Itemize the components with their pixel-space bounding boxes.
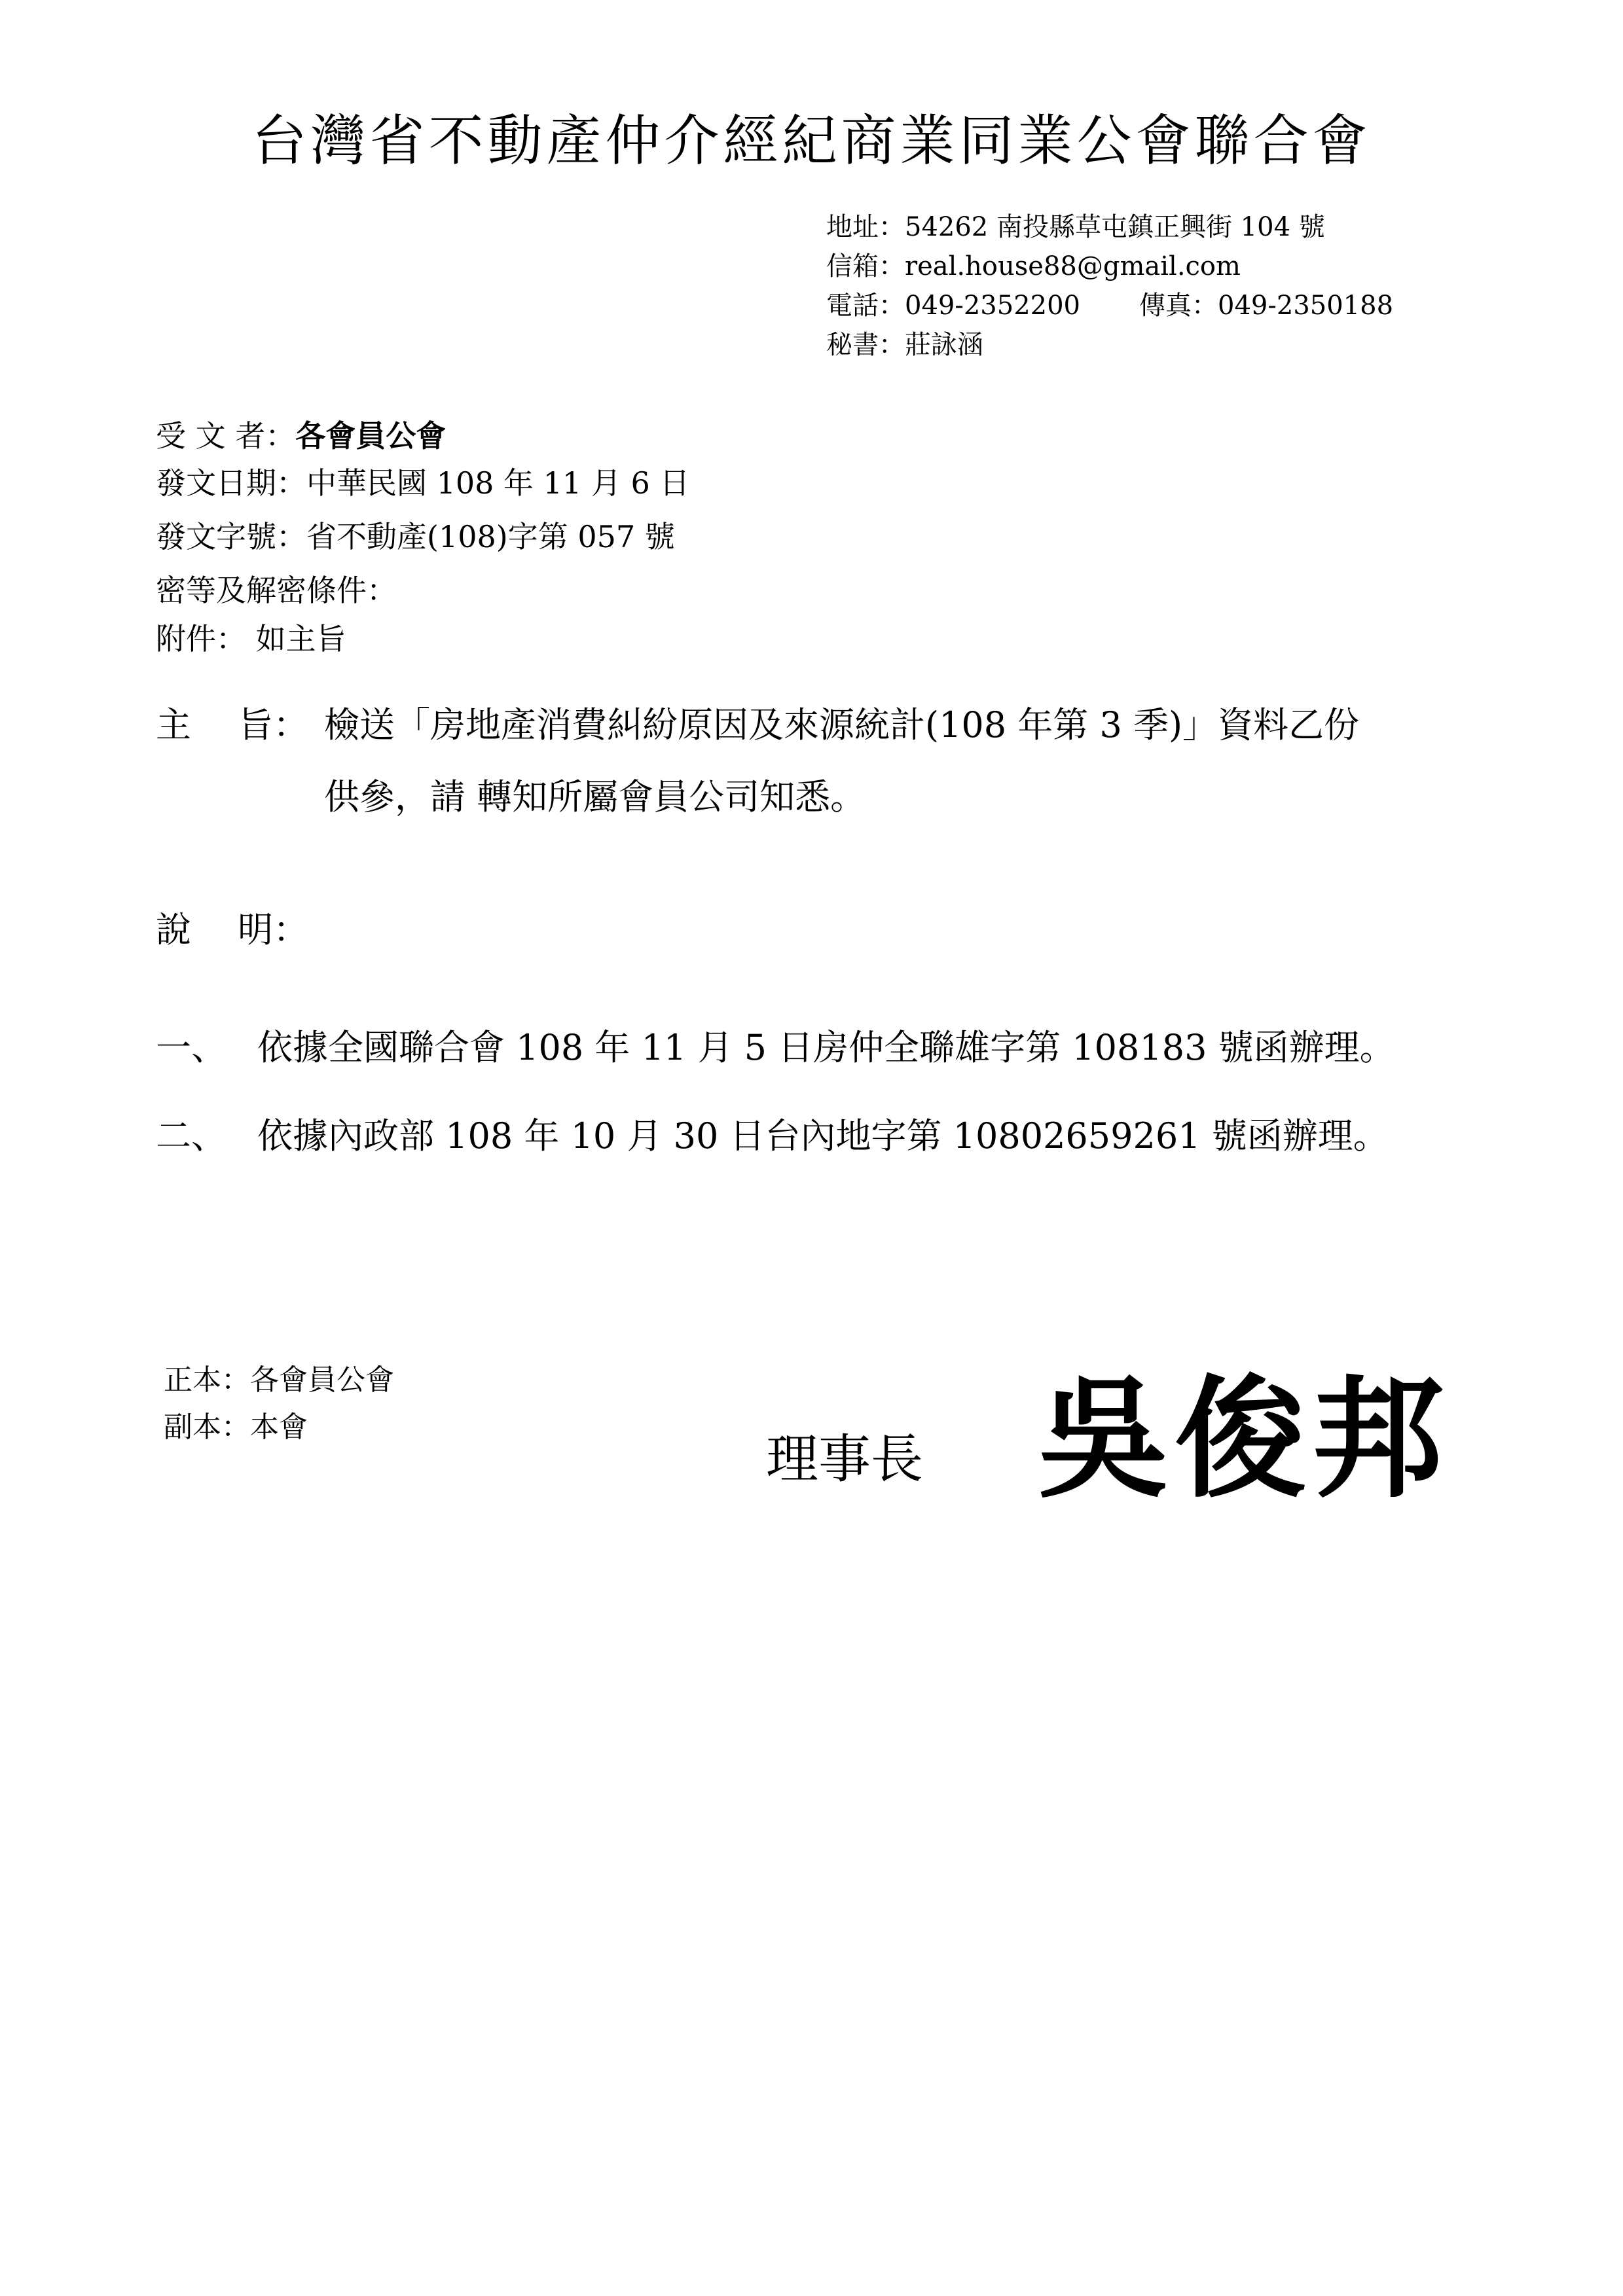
explanation-item [156,1113,1389,1160]
secretary-line: 秘書：莊詠涵 [826,330,983,360]
explanation-label: 說 明： [156,909,309,950]
subject-line-2: 供參，請 轉知所屬會員公司知悉。 [324,776,866,817]
email-line: 信箱：real.house88@gmail.com [826,251,1241,281]
explanation-item [156,1024,1395,1071]
address-line: 地址：54262 南投縣草屯鎮正興街 104 號 [826,212,1325,242]
item-number: 二、 [156,1115,227,1157]
subject-line-1: 檢送「房地產消費糾紛原因及來源統計(108 年第 3 季)」資料乙份 [324,704,1360,745]
chairman-signature: 吳俊邦 [1038,1363,1451,1516]
chairman-title: 理事長 [766,1429,923,1490]
phone-fax-line [826,289,1393,322]
duplicate-copy-line: 副本：本會 [164,1410,308,1444]
recipient-line [156,416,446,456]
original-copy-line: 正本：各會員公會 [164,1363,394,1397]
issue-date: 發文日期：中華民國 108 年 11 月 6 日 [156,465,690,501]
organization-title: 台灣省不動產仲介經紀商業同業公會聯合會 [251,109,1372,173]
item-text: 依據內政部 108 年 10 月 30 日台內地字第 10802659261 號函辦理。 [257,1115,1389,1157]
document-number: 發文字號：省不動產(108)字第 057 號 [156,519,675,554]
phone-text: 電話：049-2352200 [826,291,1081,321]
fax-text: 傳真：049-2350188 [1139,291,1394,321]
recipient-label: 受 文 者： [156,418,296,454]
item-text: 依據全國聯合會 108 年 11 月 5 日房仲全聯雄字第 108183 號函辦理。 [257,1027,1395,1068]
subject-label: 主 旨： [156,704,309,745]
attachment-line: 附件： 如主旨 [156,621,346,656]
item-number: 一、 [156,1027,227,1068]
classification-line: 密等及解密條件： [156,573,397,608]
recipient-value: 各會員公會 [295,418,447,454]
